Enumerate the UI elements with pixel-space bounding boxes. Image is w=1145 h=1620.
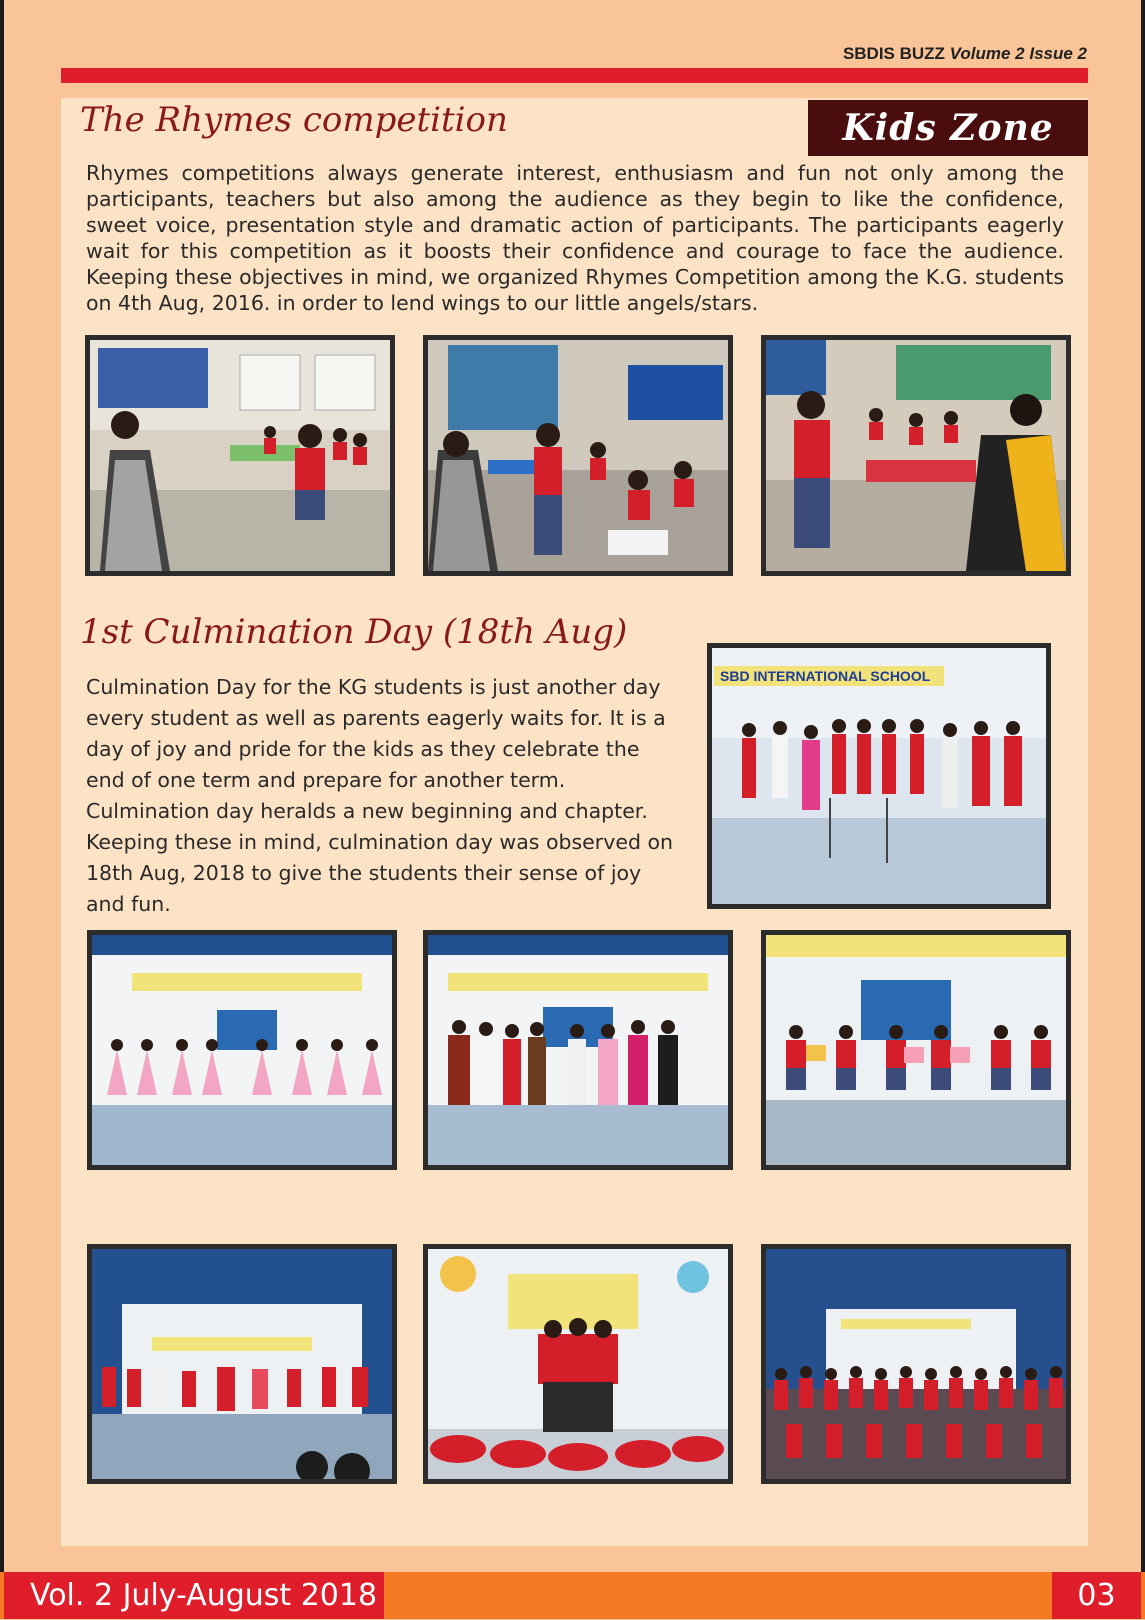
rhymes-title: The Rhymes competition <box>80 100 508 140</box>
culmination-photo-4 <box>87 1244 397 1484</box>
culmination-photo-main <box>707 643 1051 909</box>
culmination-photo-5 <box>423 1244 733 1484</box>
kids-zone-badge: Kids Zone <box>808 100 1088 156</box>
rhymes-photo-1 <box>85 335 395 576</box>
banner-text: SBD INTERNATIONAL SCHOOL <box>720 668 931 684</box>
issue-label: Volume 2 Issue 2 <box>949 44 1087 63</box>
culmination-photo-2 <box>423 930 733 1170</box>
footer-volume: Vol. 2 July-August 2018 <box>4 1572 384 1619</box>
rhymes-photo-3 <box>761 335 1071 576</box>
culmination-photo-1 <box>87 930 397 1170</box>
culmination-photo-6 <box>761 1244 1071 1484</box>
header-rule <box>61 68 1088 83</box>
running-header <box>843 44 1087 64</box>
rhymes-photo-2 <box>423 335 733 576</box>
page-number: 03 <box>1052 1572 1141 1619</box>
rhymes-paragraph: Rhymes competitions always generate interest, enthusiasm and fun not only among the participants, teachers but also among the audience as they begin to like the confidence, sweet voice, presentation style and dramatic action of participants. The participants eagerly wait for this competition as it boosts their confidence and courage to face the audience. Keeping these objectives in mind, we organized Rhymes Competition among the K.G. students on 4th Aug, 2016. in order to lend wings to our little angels/stars. <box>86 161 1064 315</box>
publication-name: SBDIS BUZZ <box>842 44 945 63</box>
culmination-paragraph: Culmination Day for the KG students is just another day every student as well as parents eagerly waits for. It is a day of joy and pride for the kids as they celebrate the end of one term and prepare for another term. Culmination day heralds a new beginning and chapter. Keeping these in mind, culmination day was observed on 18th Aug, 2018 to give the students their sense of joy and fun. <box>86 675 674 916</box>
culmination-photo-3 <box>761 930 1071 1170</box>
culmination-title: 1st Culmination Day (18th Aug) <box>80 612 628 652</box>
